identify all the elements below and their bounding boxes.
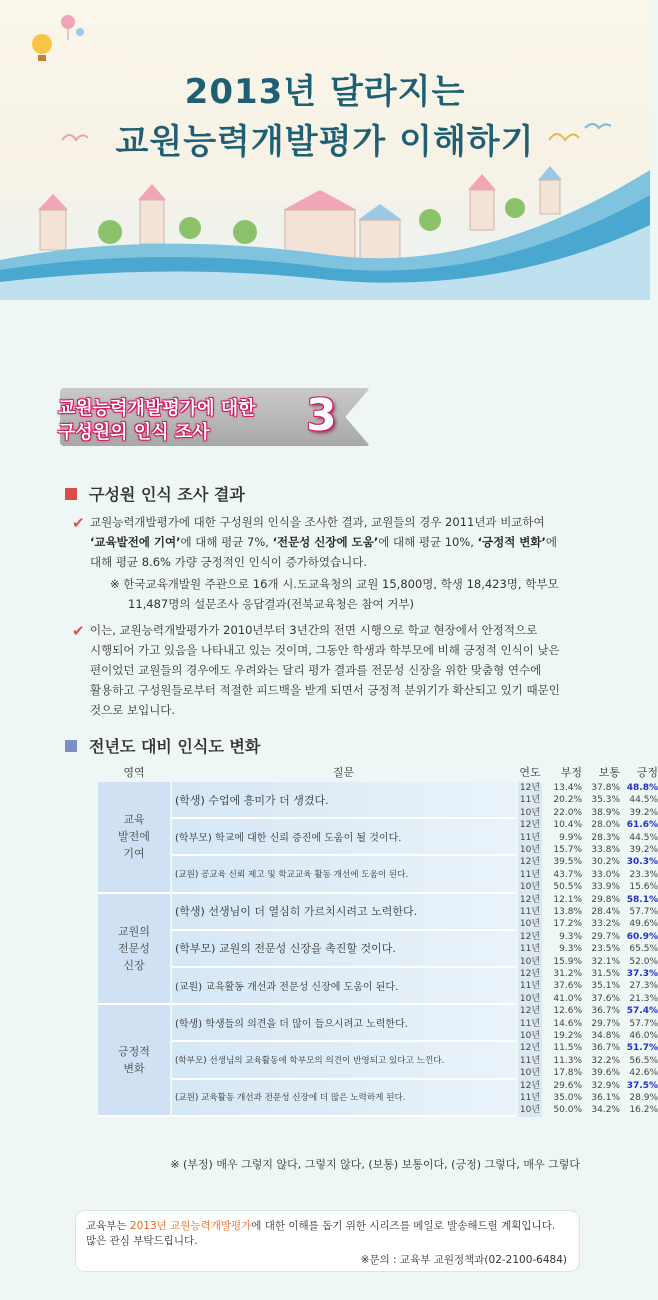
neutral-cell: 23.5% (591, 944, 620, 955)
para1-text: 에 대해 평균 10%, (378, 535, 478, 549)
footer-text: 에 대한 이해를 돕기 위한 시리즈를 메일로 발송해드릴 계획입니다. (251, 1220, 556, 1232)
year-cell: 10년 (519, 919, 541, 930)
neutral-cell: 35.3% (591, 795, 620, 806)
positive-cell: 21.3% (629, 993, 658, 1004)
negative-cell: 43.7% (553, 869, 582, 880)
category-label-line: 긍정적 (118, 1044, 150, 1058)
negative-cell: 50.0% (553, 1105, 582, 1116)
positive-cell: 65.5% (629, 944, 658, 955)
year-cell: 10년 (519, 1068, 541, 1079)
neutral-cell: 29.7% (591, 1018, 620, 1029)
negative-cell: 17.2% (553, 919, 582, 930)
positive-cell: 39.2% (629, 807, 658, 818)
checkmark-icon: ✔ (72, 514, 85, 532)
negative-cell: 31.2% (553, 969, 582, 979)
positive-cell: 28.9% (629, 1093, 658, 1103)
positive-cell: 44.5% (629, 795, 658, 806)
negative-cell: 41.0% (553, 993, 582, 1004)
negative-cell: 15.7% (553, 845, 582, 855)
year-cell: 10년 (519, 845, 541, 855)
table-legend: ※ (부정) 매우 그렇지 않다, 그렇지 않다, (보통) 보통이다, (긍정) 그렇다, 매우 그렇다 (170, 1158, 580, 1171)
negative-cell: 29.6% (553, 1080, 582, 1091)
col-header-neutral: 보통 (598, 766, 620, 779)
year-cell: 12년 (519, 1043, 541, 1054)
category-label (118, 1043, 150, 1077)
category-label (118, 923, 150, 974)
neutral-cell: 28.0% (591, 820, 620, 831)
negative-cell: 35.0% (553, 1093, 582, 1103)
year-cell: 12년 (519, 1080, 541, 1091)
result-paragraph-2 (72, 620, 575, 720)
col-header-negative: 부정 (560, 766, 582, 779)
category-label-line: 기여 (123, 847, 145, 861)
question-cell: (교원) 교육활동 개선과 전문성 신장에 더 많은 노력하게 된다. (172, 1080, 515, 1117)
page-title-line1: 2013년 달라지는 (184, 72, 466, 112)
neutral-cell: 32.1% (591, 956, 620, 967)
page-title-line2: 교원능력개발평가 이해하기 (115, 122, 535, 162)
neutral-cell: 29.7% (591, 931, 620, 942)
checkmark-icon: ✔ (72, 622, 85, 640)
col-header-question: 질문 (332, 766, 355, 779)
positive-cell: 15.6% (629, 882, 658, 893)
banner-number: 3 (306, 390, 337, 441)
negative-cell: 13.8% (553, 907, 582, 917)
negative-cell: 14.6% (553, 1018, 582, 1029)
square-bullet-icon (65, 740, 77, 752)
footer-highlight: 2013년 교원능력개발평가 (129, 1220, 252, 1232)
section2-heading-text: 전년도 대비 인식도 변화 (89, 737, 261, 756)
year-cell: 10년 (519, 1105, 541, 1116)
para1-line1: 교원능력개발평가에 대한 구성원의 인식을 조사한 결과, 교원들의 경우 2011년과 비교하여 (90, 515, 545, 529)
year-cell: 11년 (519, 981, 541, 992)
category-label (118, 811, 150, 862)
positive-cell: 42.6% (629, 1068, 658, 1079)
para2-line4: 활용하고 구성원들로부터 적절한 피드백을 받게 되면서 긍정적 분위기가 확산되고 있기 때문인 (90, 683, 560, 697)
footer-notice (75, 1210, 580, 1272)
footer-line2: 많은 관심 부탁드립니다. (86, 1235, 198, 1247)
positive-cell: 27.3% (629, 981, 658, 992)
question-cell: (학생) 선생님이 더 열심히 가르치시려고 노력한다. (172, 894, 515, 931)
positive-cell: 51.7% (626, 1043, 658, 1054)
para1-text: 에 (545, 535, 558, 549)
positive-cell: 49.6% (629, 919, 658, 930)
col-header-area: 영역 (123, 766, 145, 779)
neutral-cell: 33.2% (591, 919, 620, 930)
positive-cell: 58.1% (626, 894, 658, 905)
neutral-cell: 37.8% (591, 783, 620, 793)
negative-cell: 9.9% (559, 832, 582, 843)
positive-cell: 30.3% (626, 857, 658, 868)
section-banner (50, 380, 380, 458)
para1-line3: 대해 평균 8.6% 가량 긍정적인 인식이 증가하였습니다. (90, 555, 367, 569)
question-cell: (학부모) 교원의 전문성 신장을 촉진할 것이다. (172, 931, 515, 968)
category-cell (98, 894, 170, 1006)
para2-line2: 시행되어 가고 있음을 나타내고 있는 것이며, 그동안 학생과 학부모에 비해 긍정적 인식이 낮은 (90, 643, 560, 657)
year-cell: 10년 (519, 807, 541, 818)
negative-cell: 17.8% (553, 1068, 582, 1079)
neutral-cell: 28.4% (591, 907, 620, 917)
positive-cell: 56.5% (629, 1055, 658, 1066)
em-expertise: ‘전문성 신장에 도움’ (272, 535, 379, 549)
neutral-cell: 36.1% (591, 1093, 620, 1103)
negative-cell: 20.2% (553, 795, 582, 806)
survey-note (110, 574, 575, 614)
neutral-cell: 34.8% (591, 1031, 620, 1041)
neutral-cell: 30.2% (591, 857, 620, 868)
category-cell (98, 1005, 170, 1117)
banner-title-line2: 구성원의 인식 조사 (58, 422, 210, 443)
negative-cell: 13.4% (553, 783, 582, 793)
balloon-icon (20, 8, 90, 68)
year-cell: 12년 (519, 894, 541, 905)
negative-cell: 9.3% (559, 931, 582, 942)
positive-cell: 44.5% (629, 832, 658, 843)
negative-cell: 22.0% (553, 807, 582, 818)
positive-cell: 39.2% (629, 845, 658, 855)
negative-cell: 15.9% (553, 956, 582, 967)
positive-cell: 57.7% (629, 907, 658, 917)
negative-cell: 12.6% (553, 1006, 582, 1017)
positive-cell: 57.7% (629, 1018, 658, 1029)
town-wave-illustration (0, 150, 650, 300)
negative-cell: 19.2% (553, 1031, 582, 1041)
neutral-cell: 38.9% (591, 807, 620, 818)
footer-line1 (86, 1219, 569, 1234)
para2-line1: 이는, 교원능력개발평가가 2010년부터 3년간의 전면 시행으로 학교 현장에서 안정적으로 (90, 623, 538, 637)
positive-cell: 37.3% (626, 969, 658, 979)
year-cell: 10년 (519, 956, 541, 967)
para2-line5: 것으로 보입니다. (90, 703, 176, 717)
section2-heading (65, 734, 260, 757)
year-cell: 10년 (519, 1031, 541, 1041)
positive-cell: 60.9% (626, 931, 658, 942)
neutral-cell: 33.8% (591, 845, 620, 855)
neutral-cell: 35.1% (591, 981, 620, 992)
neutral-cell: 36.7% (591, 1006, 620, 1017)
em-positive: ‘긍정적 변화’ (477, 535, 546, 549)
negative-cell: 9.3% (559, 944, 582, 955)
year-cell: 12년 (519, 931, 541, 942)
question-cell: (학부모) 학교에 대한 신뢰 증진에 도움이 될 것이다. (172, 819, 515, 856)
section1-heading (65, 482, 245, 505)
neutral-cell: 33.0% (591, 869, 620, 880)
negative-cell: 10.4% (553, 820, 582, 831)
category-label-line: 변화 (123, 1061, 145, 1075)
year-cell: 10년 (519, 993, 541, 1004)
year-cell: 12년 (519, 969, 541, 979)
footer-text: 교육부는 (86, 1220, 130, 1232)
negative-cell: 50.5% (553, 882, 582, 893)
neutral-cell: 32.2% (591, 1055, 620, 1066)
question-cell: (학부모) 선생님의 교육활동에 학부모의 의견이 반영되고 있다고 느낀다. (172, 1042, 515, 1079)
year-cell: 11년 (519, 795, 541, 806)
category-cell (98, 782, 170, 894)
neutral-cell: 29.8% (591, 894, 620, 905)
year-cell: 12년 (519, 820, 541, 831)
perception-table (98, 764, 658, 1147)
neutral-cell: 34.2% (591, 1105, 620, 1116)
negative-cell: 11.5% (553, 1043, 582, 1054)
result-paragraph-1 (72, 512, 575, 572)
year-cell: 11년 (519, 1055, 541, 1066)
year-cell: 11년 (519, 1018, 541, 1029)
year-cell: 10년 (519, 882, 541, 893)
note-line1: ※ 한국교육개발원 주관으로 16개 시.도교육청의 교원 15,800명, 학생 18,423명, 학부모 (110, 577, 559, 591)
question-cell: (교원) 교육활동 개선과 전문성 신장에 도움이 된다. (172, 968, 515, 1005)
category-label-line: 발전에 (118, 830, 150, 844)
question-cell: (학생) 수업에 흥미가 더 생겼다. (172, 782, 515, 819)
neutral-cell: 37.6% (591, 993, 620, 1004)
year-cell: 12년 (519, 857, 541, 868)
category-label-line: 신장 (123, 958, 145, 972)
negative-cell: 11.3% (553, 1055, 582, 1066)
para2-line3: 편이었던 교원들의 경우에도 우려와는 달리 평가 결과를 전문성 신장을 위한 맞춤형 연수에 (90, 663, 542, 677)
category-label-line: 전문성 (118, 941, 150, 955)
neutral-cell: 39.6% (591, 1068, 620, 1079)
positive-cell: 46.0% (629, 1031, 658, 1041)
year-cell: 11년 (519, 832, 541, 843)
section1-heading-text: 구성원 인식 조사 결과 (89, 485, 245, 504)
neutral-cell: 28.3% (591, 832, 620, 843)
question-cell: (학생) 학생들의 의견을 더 많이 들으시려고 노력한다. (172, 1005, 515, 1042)
banner-title-line1: 교원능력개발평가에 대한 (58, 398, 256, 419)
para1-line2 (90, 532, 575, 552)
negative-cell: 39.5% (553, 857, 582, 868)
footer-contact: ※문의 : 교육부 교원정책과(02-2100-6484) (360, 1254, 567, 1266)
positive-cell: 57.4% (626, 1006, 658, 1017)
year-cell: 12년 (519, 1006, 541, 1017)
negative-cell: 37.6% (553, 981, 582, 992)
col-header-year: 연도 (519, 766, 541, 779)
category-label-line: 교원의 (118, 924, 150, 938)
year-cell: 11년 (519, 907, 541, 917)
year-cell: 11년 (519, 944, 541, 955)
note-line2: 11,487명의 설문조사 응답결과(전북교육청은 참여 거부) (128, 597, 415, 611)
neutral-cell: 33.9% (591, 882, 620, 893)
positive-cell: 37.5% (626, 1080, 658, 1091)
year-cell: 11년 (519, 869, 541, 880)
category-label-line: 교육 (123, 813, 145, 827)
year-cell: 11년 (519, 1093, 541, 1103)
positive-cell: 48.8% (626, 783, 658, 793)
para1-text: 에 대해 평균 7%, (180, 535, 273, 549)
year-cell: 12년 (519, 783, 541, 793)
neutral-cell: 36.7% (591, 1043, 620, 1054)
positive-cell: 61.6% (626, 820, 658, 831)
neutral-cell: 31.5% (591, 969, 620, 979)
question-cell: (교원) 공교육 신뢰 제고 및 학교교육 활동 개선에 도움이 된다. (172, 856, 515, 893)
positive-cell: 52.0% (629, 956, 658, 967)
em-contribution: ‘교육발전에 기여’ (90, 535, 181, 549)
square-bullet-icon (65, 488, 77, 500)
positive-cell: 16.2% (629, 1105, 658, 1116)
positive-cell: 23.3% (629, 869, 658, 880)
header-illustration (0, 0, 650, 300)
neutral-cell: 32.9% (591, 1080, 620, 1091)
col-header-positive: 긍정 (636, 766, 658, 779)
negative-cell: 12.1% (553, 894, 582, 905)
